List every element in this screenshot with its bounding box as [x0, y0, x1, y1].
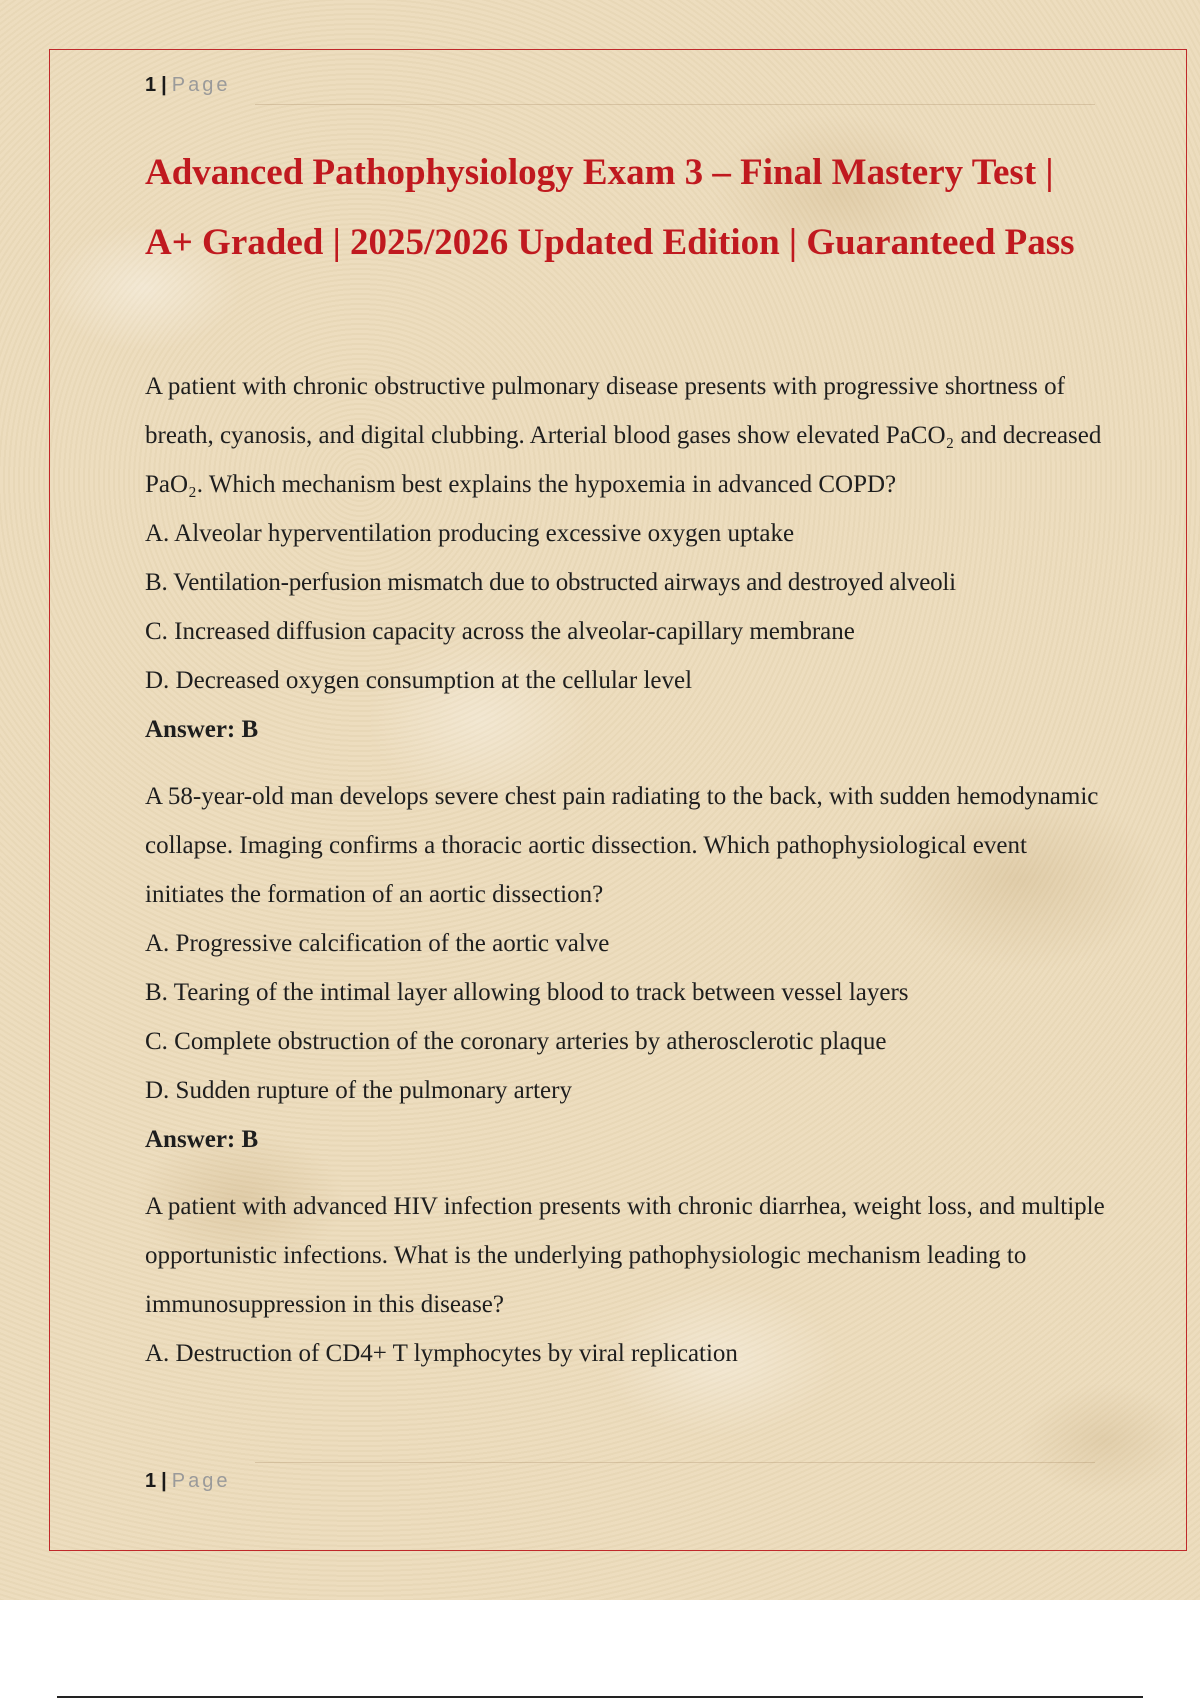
page-header — [145, 74, 230, 97]
option-c: C. Increased diffusion capacity across the alveolar-capillary membrane — [145, 618, 855, 645]
option-c: C. Complete obstruction of the coronary arteries by atherosclerotic plaque — [145, 1028, 887, 1055]
question-1 — [145, 362, 1105, 754]
option-b: B. Tearing of the intimal layer allowing blood to track between vessel layers — [145, 979, 909, 1006]
page-word: Page — [171, 1470, 231, 1492]
header-rule — [255, 104, 1095, 105]
option-b: B. Ventilation-perfusion mismatch due to obstructed airways and destroyed alveoli — [145, 569, 956, 596]
question-stem: A patient with advanced HIV infection presents with chronic diarrhea, weight loss, and multiple opportunistic infections. What is the underlying pathophysiologic mechanism leading to immunosuppression in this disease? — [145, 1193, 1105, 1318]
answer-label: Answer: B — [145, 716, 259, 743]
page-word: Page — [171, 74, 231, 96]
question-stem: A patient with chronic obstructive pulmonary disease presents with progressive shortness of breath, cyanosis, and digital clubbing. Arterial blood gases show elevated PaCO₂ and decreased PaO₂. Which mechanism best explains the hypoxemia in advanced COPD? — [145, 373, 1102, 498]
page-footer — [145, 1470, 230, 1493]
option-a: A. Progressive calcification of the aortic valve — [145, 930, 610, 957]
page-number: 1 — [145, 1470, 157, 1492]
footer-rule — [255, 1462, 1095, 1463]
option-a: A. Destruction of CD4+ T lymphocytes by viral replication — [145, 1340, 738, 1367]
option-list — [145, 1329, 1105, 1378]
option-list — [145, 919, 1105, 1115]
option-d: D. Decreased oxygen consumption at the cellular level — [145, 667, 693, 694]
document-title: Advanced Pathophysiology Exam 3 – Final Mastery Test | A+ Graded | 2025/2026 Updated Edition | Guaranteed Pass — [145, 152, 1075, 263]
page-separator: | — [161, 1470, 167, 1492]
bottom-divider — [57, 1696, 1143, 1698]
option-d: D. Sudden rupture of the pulmonary artery — [145, 1077, 572, 1104]
option-a: A. Alveolar hyperventilation producing excessive oxygen uptake — [145, 520, 795, 547]
question-list — [145, 362, 1105, 1396]
answer-label: Answer: B — [145, 1126, 259, 1153]
option-list — [145, 509, 1105, 705]
question-2 — [145, 772, 1105, 1164]
question-3 — [145, 1182, 1105, 1378]
question-stem: A 58-year-old man develops severe chest pain radiating to the back, with sudden hemodynamic collapse. Imaging confirms a thoracic aortic dissection. Which pathophysiological event initiates the formation of an aortic dissection? — [145, 783, 1099, 908]
page-separator: | — [161, 74, 167, 96]
page-number: 1 — [145, 74, 157, 96]
